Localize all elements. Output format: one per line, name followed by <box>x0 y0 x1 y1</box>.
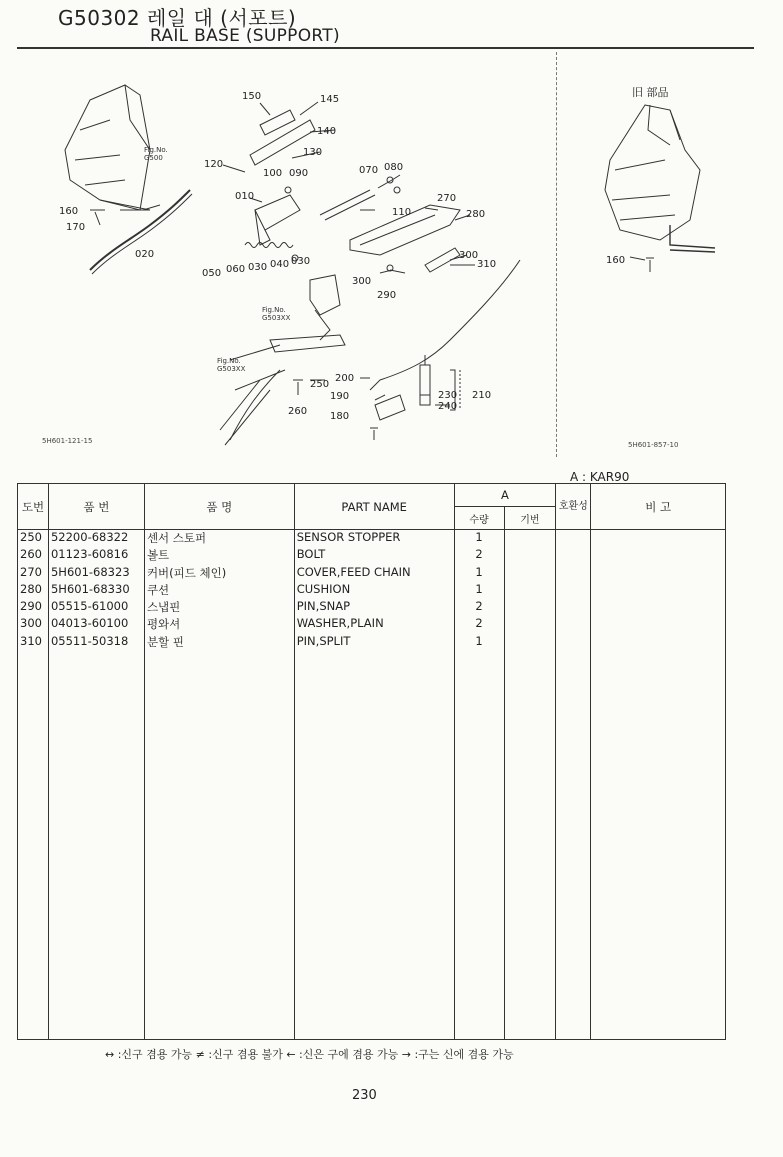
cell-name-en: COVER,FEED CHAIN <box>294 565 454 582</box>
cell-ref: 270 <box>18 565 49 582</box>
cell-qty: 1 <box>454 565 504 582</box>
cell-part-no: 05515-61000 <box>48 599 144 616</box>
cell-ref: 250 <box>18 530 49 548</box>
table-row <box>18 599 726 616</box>
callout-140: 140 <box>317 126 337 137</box>
old-parts-label: 旧 部品 <box>632 86 669 99</box>
cell-qty: 1 <box>454 530 504 548</box>
cell-name-ko: 쿠션 <box>144 582 294 599</box>
cell-part-no: 5H601-68330 <box>48 582 144 599</box>
header-sub-no: 기번 <box>504 507 556 530</box>
callout-280: 280 <box>466 209 486 220</box>
cell-ref: 260 <box>18 547 49 564</box>
callout-260: 260 <box>288 406 308 417</box>
cell-name-ko: 스냅핀 <box>144 599 294 616</box>
old-parts-code: 5H601-857-10 <box>628 441 679 449</box>
cell-part-no: 01123-60816 <box>48 547 144 564</box>
cell-name-en: PIN,SPLIT <box>294 634 454 651</box>
cell-qty: 1 <box>454 582 504 599</box>
cell-name-ko: 센서 스토퍼 <box>144 530 294 548</box>
table-row <box>18 530 726 548</box>
header-group-a: A <box>454 484 556 507</box>
cell-ref: 300 <box>18 616 49 633</box>
callout-030a: 030 <box>248 262 268 273</box>
page-number: 230 <box>352 1088 377 1103</box>
cell-qty: 1 <box>454 634 504 651</box>
fig-ref-g503xx-a: Fig.No. G503XX <box>262 306 291 322</box>
parts-table <box>17 483 726 1040</box>
cell-name-ko: 분할 핀 <box>144 634 294 651</box>
callout-150: 150 <box>242 91 262 102</box>
callout-190: 190 <box>330 391 350 402</box>
callout-270: 270 <box>437 193 457 204</box>
callout-230: 230 <box>438 390 458 401</box>
cell-part-no: 05511-50318 <box>48 634 144 651</box>
callout-310: 310 <box>477 259 497 270</box>
cell-name-ko: 볼트 <box>144 547 294 564</box>
callout-240: 240 <box>438 401 458 412</box>
old-parts-diagram <box>590 100 730 300</box>
header-ref-no: 도번 <box>18 484 49 530</box>
diagram-code: 5H601-121-15 <box>42 437 93 445</box>
callout-030b: 030 <box>291 256 311 267</box>
callout-120: 120 <box>204 159 224 170</box>
callout-040: 040 <box>270 259 290 270</box>
callout-170: 170 <box>66 222 86 233</box>
table-row <box>18 616 726 633</box>
interchange-legend: ↔ :신구 겸용 가능 ≠ :신구 겸용 불가 ← :신은 구에 겸용 가능 → :구는 신에 겸용 가능 <box>105 1048 514 1061</box>
fig-ref-g503xx-b: Fig.No. G503XX <box>217 357 246 373</box>
cell-ref: 310 <box>18 634 49 651</box>
callout-290: 290 <box>377 290 397 301</box>
header-remarks: 비 고 <box>591 484 726 530</box>
callout-080: 080 <box>384 162 404 173</box>
cell-name-ko: 커버(피드 체인) <box>144 565 294 582</box>
callout-210: 210 <box>472 390 492 401</box>
old-parts-callout-160: 160 <box>606 255 626 266</box>
callout-160: 160 <box>59 206 79 217</box>
callout-110: 110 <box>392 207 412 218</box>
cell-ref: 280 <box>18 582 49 599</box>
callout-050: 050 <box>202 268 222 279</box>
callout-020: 020 <box>135 249 155 260</box>
callout-200: 200 <box>335 373 355 384</box>
model-label: A : KAR90 <box>570 470 630 484</box>
callout-070: 070 <box>359 165 379 176</box>
cell-ref: 290 <box>18 599 49 616</box>
callout-300b: 300 <box>352 276 372 287</box>
callout-130: 130 <box>303 147 323 158</box>
callout-250: 250 <box>310 379 330 390</box>
header-interchange: 호환성 <box>556 484 591 530</box>
page-title-code: G50302 레일 대 (서포트) <box>58 6 297 30</box>
callout-060: 060 <box>226 264 246 275</box>
table-row <box>18 547 726 564</box>
header-rule <box>17 47 754 49</box>
cell-name-en: SENSOR STOPPER <box>294 530 454 548</box>
fig-ref-g500: Fig.No. G500 <box>144 146 168 162</box>
callout-100: 100 <box>263 168 283 179</box>
cell-qty: 2 <box>454 616 504 633</box>
callout-090: 090 <box>289 168 309 179</box>
cell-name-ko: 평와셔 <box>144 616 294 633</box>
header-qty: 수량 <box>454 507 504 530</box>
callout-180: 180 <box>330 411 350 422</box>
callout-010: 010 <box>235 191 255 202</box>
cell-name-en: BOLT <box>294 547 454 564</box>
cell-qty: 2 <box>454 599 504 616</box>
cell-name-en: PIN,SNAP <box>294 599 454 616</box>
cell-part-no: 5H601-68323 <box>48 565 144 582</box>
diagram-divider <box>556 52 557 457</box>
header-part-name-en: PART NAME <box>294 484 454 530</box>
table-filler-row <box>18 651 726 1040</box>
table-row <box>18 634 726 651</box>
cell-qty: 2 <box>454 547 504 564</box>
page-title-english: RAIL BASE (SUPPORT) <box>150 26 340 46</box>
table-row <box>18 582 726 599</box>
cell-name-en: WASHER,PLAIN <box>294 616 454 633</box>
header-part-no: 품 번 <box>48 484 144 530</box>
cell-name-en: CUSHION <box>294 582 454 599</box>
header-part-name-ko: 품 명 <box>144 484 294 530</box>
table-row <box>18 565 726 582</box>
cell-part-no: 52200-68322 <box>48 530 144 548</box>
cell-part-no: 04013-60100 <box>48 616 144 633</box>
callout-145: 145 <box>320 94 340 105</box>
callout-300a: 300 <box>459 250 479 261</box>
